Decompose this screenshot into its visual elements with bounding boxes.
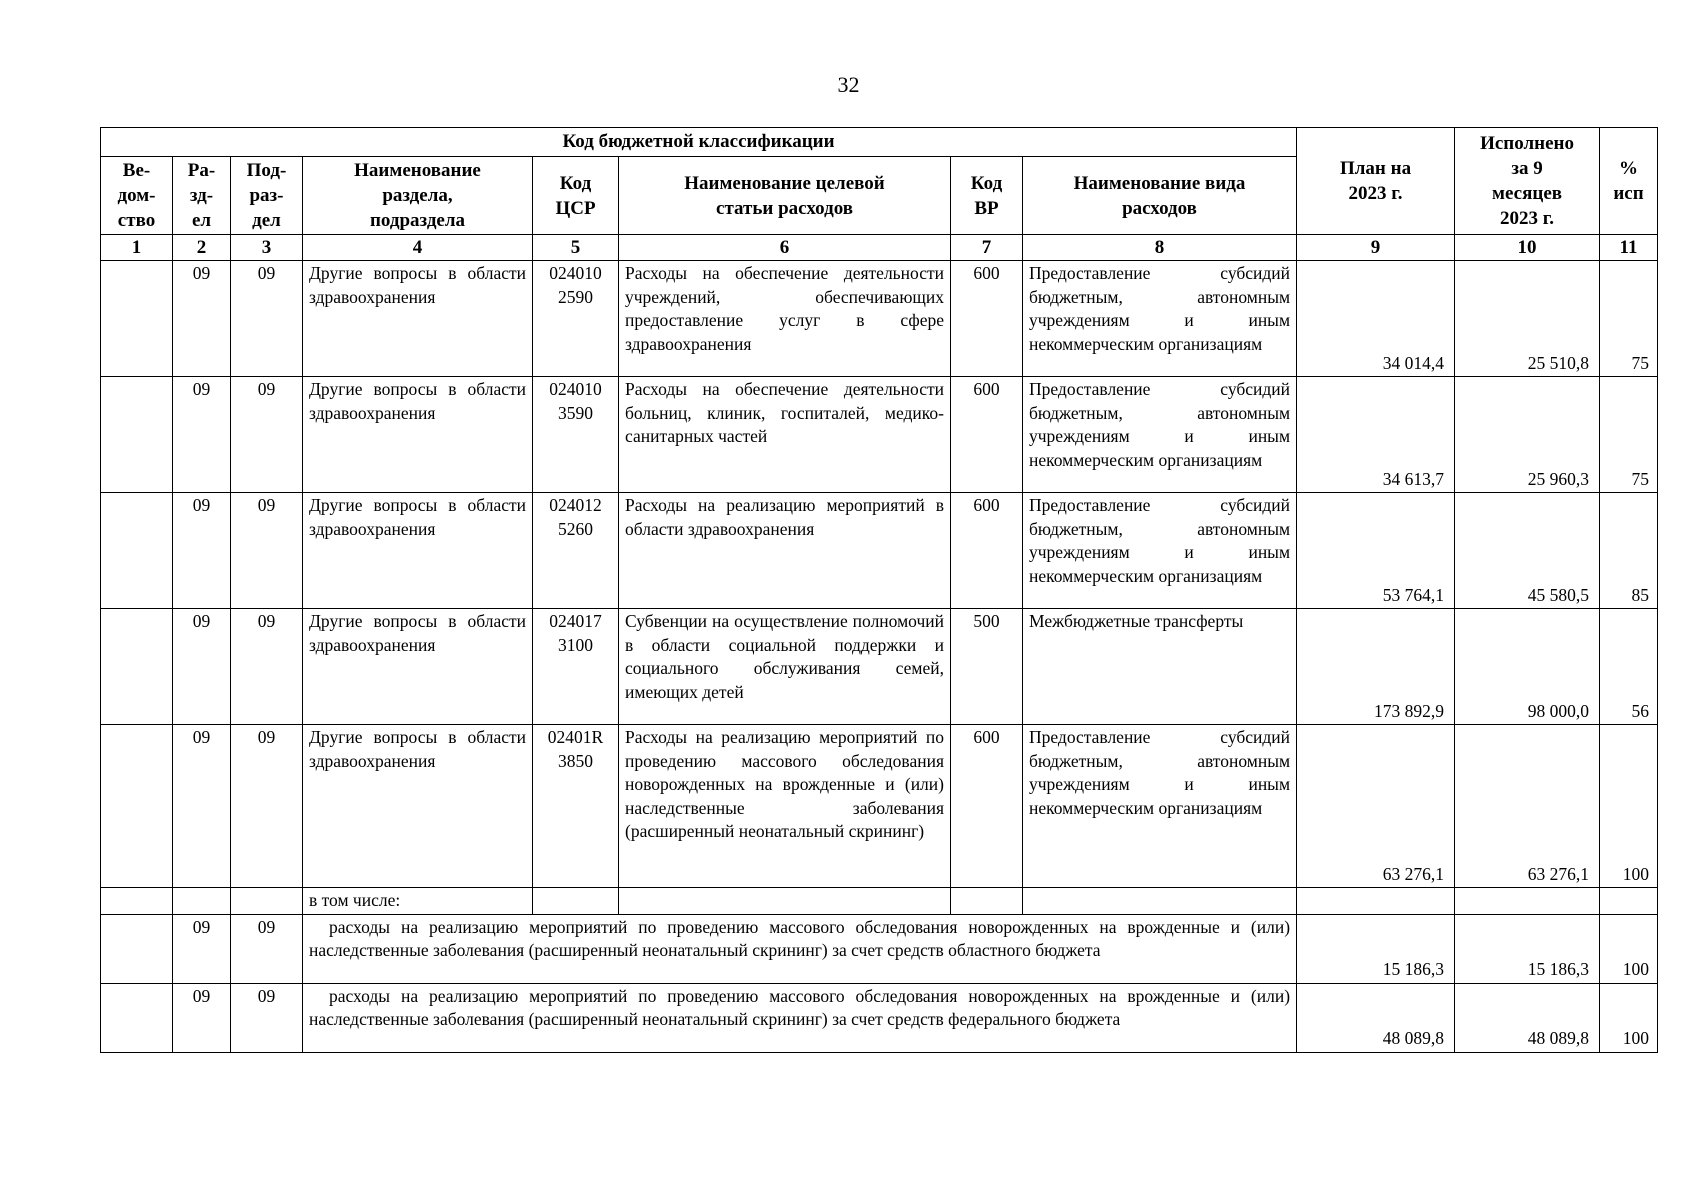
cell-plan: 34 613,7: [1297, 377, 1455, 493]
header-executed-line: месяцев: [1492, 183, 1563, 204]
csr-line: 024012: [549, 495, 602, 515]
cell-vedomstvo: [101, 261, 173, 377]
column-number: 7: [951, 235, 1023, 261]
header-executed-line: Исполнено: [1480, 133, 1574, 154]
header-executed: [1455, 128, 1600, 235]
cell-empty: [1455, 888, 1600, 915]
cell-podrazdel: 09: [231, 261, 303, 377]
header-expense-type: [1023, 157, 1297, 235]
header-budget-classification: Код бюджетной классификации: [101, 128, 1297, 157]
cell-expense-type: Предоставление субсидий бюджетным, автономным учреждениям и иным некоммерческим организациям: [1023, 377, 1297, 493]
cell-vr: 600: [951, 377, 1023, 493]
cell-executed: 45 580,5: [1455, 493, 1600, 609]
header-line: дел: [252, 210, 281, 231]
cell-executed: 63 276,1: [1455, 725, 1600, 888]
cell-executed: 15 186,3: [1455, 914, 1600, 983]
cell-razdel: 09: [173, 261, 231, 377]
cell-section-name: Другие вопросы в области здравоохранения: [303, 377, 533, 493]
including-label: в том числе:: [303, 888, 533, 915]
cell-razdel: 09: [173, 914, 231, 983]
column-number: 3: [231, 235, 303, 261]
cell-executed: 25 510,8: [1455, 261, 1600, 377]
table-row: [101, 609, 1658, 725]
csr-line: 024010: [549, 379, 602, 399]
cell-vedomstvo: [101, 609, 173, 725]
cell-empty: [619, 888, 951, 915]
table-row: [101, 261, 1658, 377]
csr-line: 3100: [558, 634, 593, 655]
cell-csr: [533, 493, 619, 609]
cell-target-name: Расходы на реализацию мероприятий по проведению массового обследования новорожденных на врожденные и (или) наследственные заболевания (расширенный неонатальный скрининг): [619, 725, 951, 888]
header-line: дом-: [117, 185, 156, 206]
cell-percent: 56: [1600, 609, 1658, 725]
cell-podrazdel: 09: [231, 609, 303, 725]
column-number: 1: [101, 235, 173, 261]
cell-csr: [533, 377, 619, 493]
header-line: Код: [559, 172, 592, 194]
column-number: 2: [173, 235, 231, 261]
header-line: ство: [117, 210, 156, 231]
header-vedomstvo: [101, 157, 173, 235]
cell-vedomstvo: [101, 493, 173, 609]
header-vr: [951, 157, 1023, 235]
cell-vedomstvo: [101, 983, 173, 1052]
page-number: 32: [837, 72, 860, 97]
header-plan-line: План на: [1339, 158, 1412, 179]
cell-vr: 600: [951, 725, 1023, 888]
cell-target-name: Расходы на обеспечение деятельности учреждений, обеспечивающих предоставление услуг в сфере здравоохранения: [619, 261, 951, 377]
header-line: Ра-: [187, 160, 216, 181]
header-podrazdel: [231, 157, 303, 235]
cell-plan: 173 892,9: [1297, 609, 1455, 725]
cell-percent: 75: [1600, 261, 1658, 377]
cell-empty: [533, 888, 619, 915]
header-line: Ве-: [122, 160, 151, 181]
header-executed-line: за 9: [1511, 158, 1543, 179]
csr-line: 024010: [549, 263, 602, 283]
sub-row: [101, 914, 1658, 983]
cell-podrazdel: 09: [231, 914, 303, 983]
table-row: [101, 725, 1658, 888]
column-number: 6: [619, 235, 951, 261]
header-plan-line: 2023 г.: [1348, 183, 1403, 204]
cell-razdel: 09: [173, 725, 231, 888]
including-row: [101, 888, 1658, 915]
header-row-group: [101, 128, 1658, 157]
cell-executed: 25 960,3: [1455, 377, 1600, 493]
csr-line: 5260: [558, 518, 593, 539]
cell-empty: [231, 888, 303, 915]
cell-section-name: Другие вопросы в области здравоохранения: [303, 493, 533, 609]
header-percent-line: %: [1619, 158, 1639, 179]
header-line: ел: [191, 210, 212, 231]
cell-podrazdel: 09: [231, 493, 303, 609]
header-line: ВР: [974, 197, 999, 219]
csr-line: 02401R: [547, 727, 604, 747]
header-executed-line: 2023 г.: [1500, 208, 1555, 229]
header-razdel: [173, 157, 231, 235]
header-line: Наименование вида: [1073, 172, 1246, 194]
header-line: Под-: [246, 160, 287, 181]
cell-percent: 100: [1600, 983, 1658, 1052]
cell-section-name: Другие вопросы в области здравоохранения: [303, 725, 533, 888]
cell-podrazdel: 09: [231, 377, 303, 493]
table-row: [101, 377, 1658, 493]
header-csr: [533, 157, 619, 235]
csr-line: 2590: [558, 286, 593, 307]
cell-razdel: 09: [173, 493, 231, 609]
header-line: раздела,: [382, 185, 453, 206]
cell-vr: 600: [951, 261, 1023, 377]
cell-empty: [1023, 888, 1297, 915]
cell-razdel: 09: [173, 377, 231, 493]
header-line: Код: [970, 172, 1003, 194]
header-percent: [1600, 128, 1658, 235]
column-number: 4: [303, 235, 533, 261]
header-plan: [1297, 128, 1455, 235]
header-line: Наименование: [354, 160, 481, 181]
header-line: Наименование целевой: [684, 172, 885, 194]
cell-empty: [951, 888, 1023, 915]
cell-plan: 15 186,3: [1297, 914, 1455, 983]
csr-line: 024017: [549, 611, 602, 631]
cell-expense-type: Межбюджетные трансферты: [1023, 609, 1297, 725]
cell-empty: [1297, 888, 1455, 915]
column-number: 11: [1600, 235, 1658, 261]
cell-csr: [533, 261, 619, 377]
header-target-name: [619, 157, 951, 235]
column-number: 8: [1023, 235, 1297, 261]
cell-vr: 600: [951, 493, 1023, 609]
cell-percent: 75: [1600, 377, 1658, 493]
cell-expense-type: Предоставление субсидий бюджетным, автономным учреждениям и иным некоммерческим организациям: [1023, 725, 1297, 888]
cell-empty: [101, 888, 173, 915]
header-percent-line: исп: [1613, 183, 1644, 204]
table-row: [101, 493, 1658, 609]
cell-plan: 53 764,1: [1297, 493, 1455, 609]
column-number-row: [101, 235, 1658, 261]
cell-vedomstvo: [101, 725, 173, 888]
cell-empty: [1600, 888, 1658, 915]
sub-row: [101, 983, 1658, 1052]
column-number: 10: [1455, 235, 1600, 261]
cell-plan: 34 014,4: [1297, 261, 1455, 377]
cell-executed: 48 089,8: [1455, 983, 1600, 1052]
cell-expense-type: Предоставление субсидий бюджетным, автономным учреждениям и иным некоммерческим организациям: [1023, 493, 1297, 609]
column-number: 9: [1297, 235, 1455, 261]
header-line: ЦСР: [555, 197, 596, 219]
header-line: подраздела: [369, 210, 466, 231]
header-section-name: [303, 157, 533, 235]
cell-plan: 63 276,1: [1297, 725, 1455, 888]
cell-podrazdel: 09: [231, 983, 303, 1052]
header-line: раз-: [249, 185, 284, 206]
header-line: зд-: [189, 185, 214, 206]
cell-csr: [533, 725, 619, 888]
cell-razdel: 09: [173, 609, 231, 725]
cell-target-name: Расходы на реализацию мероприятий в области здравоохранения: [619, 493, 951, 609]
header-line: расходов: [1122, 197, 1197, 219]
cell-expense-type: Предоставление субсидий бюджетным, автономным учреждениям и иным некоммерческим организациям: [1023, 261, 1297, 377]
cell-percent: 100: [1600, 725, 1658, 888]
budget-table: [100, 127, 1658, 1053]
cell-target-name: Расходы на обеспечение деятельности больниц, клиник, госпиталей, медико-санитарных частей: [619, 377, 951, 493]
cell-csr: [533, 609, 619, 725]
cell-percent: 100: [1600, 914, 1658, 983]
header-line: статьи расходов: [716, 197, 853, 219]
cell-vedomstvo: [101, 914, 173, 983]
csr-line: 3850: [558, 750, 593, 771]
sub-row-description: расходы на реализацию мероприятий по проведению массового обследования новорожденных на врожденные и (или) наследственные заболевания (расширенный неонатальный скрининг) за счет средств федерального бюджета: [303, 983, 1297, 1052]
cell-podrazdel: 09: [231, 725, 303, 888]
cell-section-name: Другие вопросы в области здравоохранения: [303, 609, 533, 725]
cell-vedomstvo: [101, 377, 173, 493]
sub-row-description: расходы на реализацию мероприятий по проведению массового обследования новорожденных на врожденные и (или) наследственные заболевания (расширенный неонатальный скрининг) за счет средств областного бюджета: [303, 914, 1297, 983]
cell-empty: [173, 888, 231, 915]
csr-line: 3590: [558, 402, 593, 423]
cell-razdel: 09: [173, 983, 231, 1052]
cell-section-name: Другие вопросы в области здравоохранения: [303, 261, 533, 377]
cell-target-name: Субвенции на осуществление полномочий в области социальной поддержки и социального обслуживания семей, имеющих детей: [619, 609, 951, 725]
cell-plan: 48 089,8: [1297, 983, 1455, 1052]
cell-vr: 500: [951, 609, 1023, 725]
cell-percent: 85: [1600, 493, 1658, 609]
cell-executed: 98 000,0: [1455, 609, 1600, 725]
column-number: 5: [533, 235, 619, 261]
